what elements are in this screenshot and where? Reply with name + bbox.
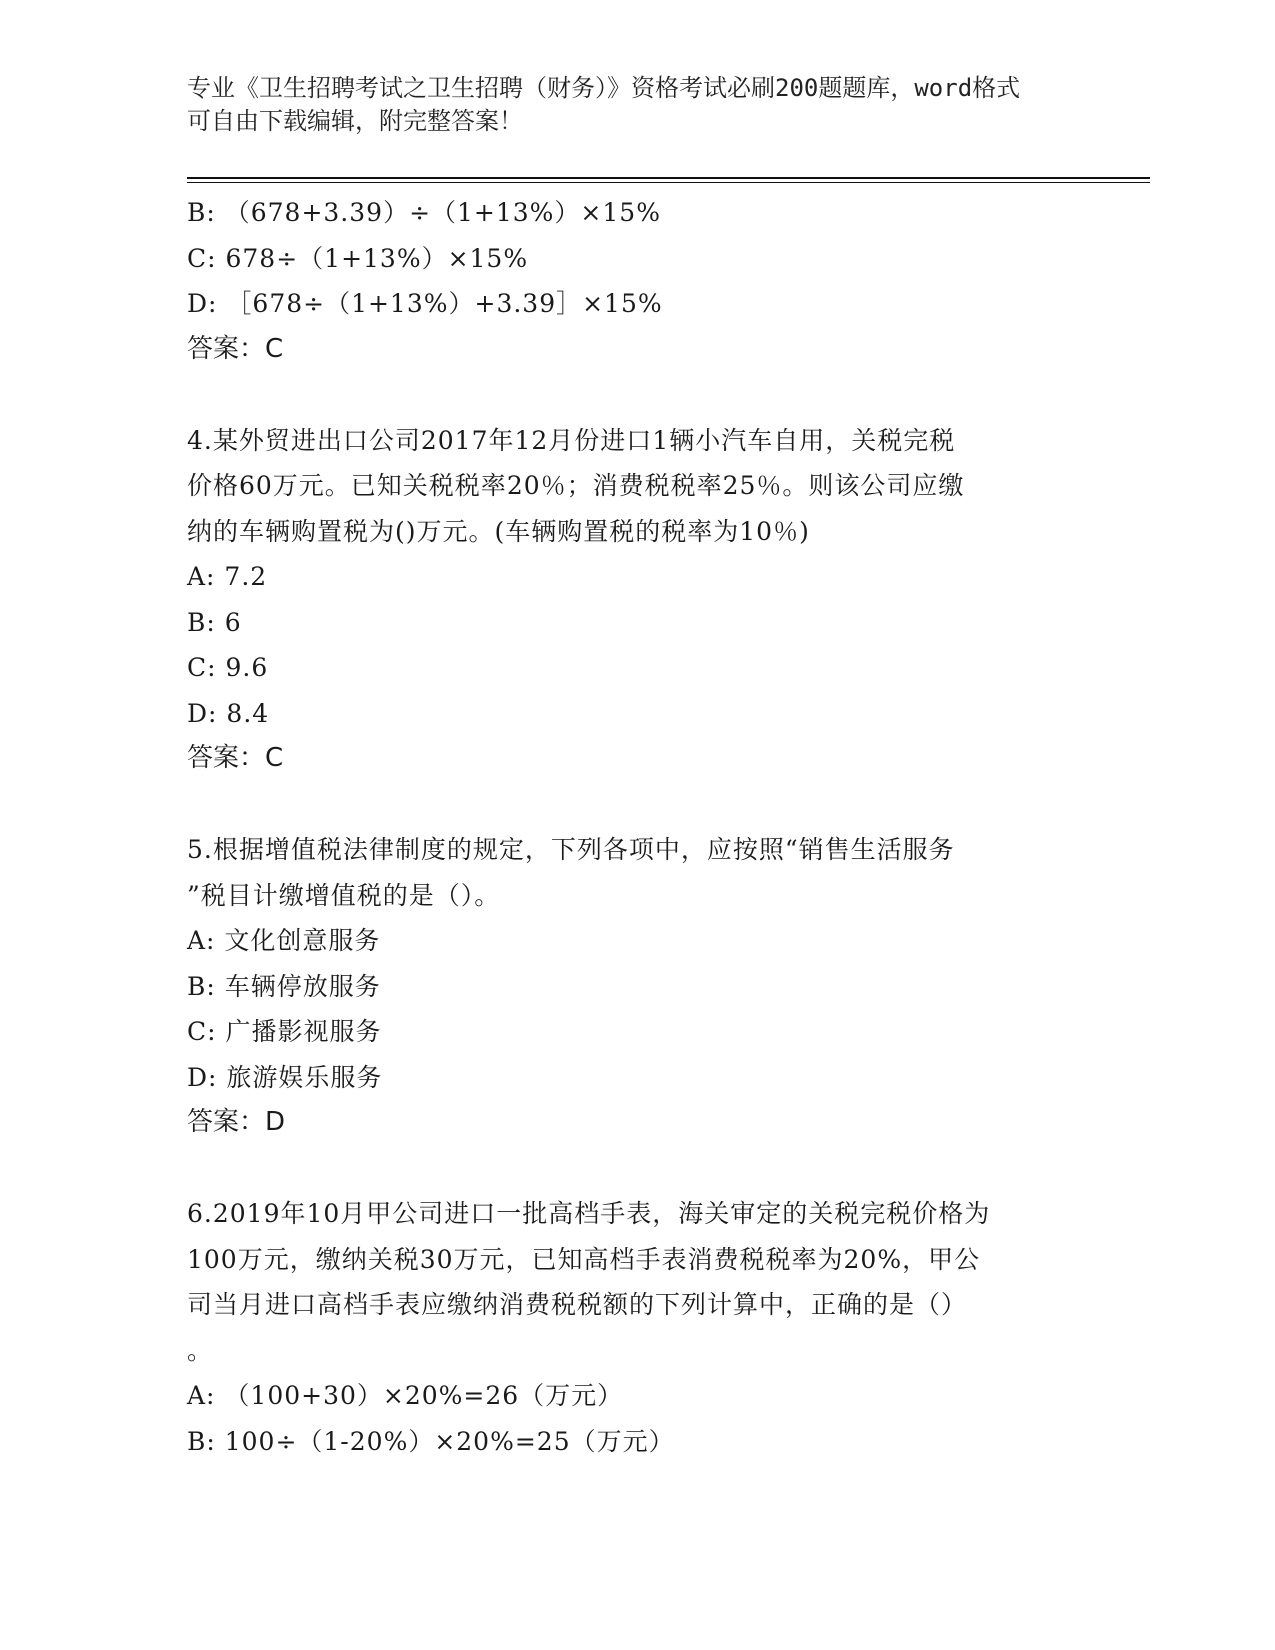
spacer bbox=[187, 372, 1087, 418]
q4-answer: 答案：C bbox=[187, 743, 284, 773]
q5-option-c: C: 广播影视服务 bbox=[187, 1017, 382, 1046]
q6-option-b: B: 100÷（1-20%）×20%=25（万元） bbox=[187, 1426, 675, 1456]
question-3-tail bbox=[187, 190, 1087, 372]
q6-text-line-4: 。 bbox=[187, 1335, 214, 1365]
question-5 bbox=[187, 827, 1087, 1146]
q5-text-line-2: ”税目计缴增值税的是（）。 bbox=[187, 880, 501, 910]
q5-answer: 答案：D bbox=[187, 1107, 286, 1137]
header-line-2: 可自由下载编辑，附完整答案！ bbox=[187, 107, 523, 135]
q4-option-d: D: 8.4 bbox=[187, 698, 270, 728]
q5-option-d: D: 旅游娱乐服务 bbox=[187, 1062, 383, 1092]
q6-text-line-1: 6.2019年10月甲公司进口一批高档手表，海关审定的关税完税价格为 bbox=[187, 1199, 991, 1228]
q3-option-d: D: ［678÷（1+13%）+3.39］×15% bbox=[187, 289, 663, 318]
spacer bbox=[187, 782, 1087, 828]
q6-text-line-2: 100万元，缴纳关税30万元，已知高档手表消费税税率为20%，甲公 bbox=[187, 1244, 981, 1274]
spacer bbox=[187, 1146, 1087, 1192]
q3-answer: 答案：C bbox=[187, 333, 284, 364]
document-header bbox=[187, 72, 1067, 138]
q4-option-c: C: 9.6 bbox=[187, 653, 269, 682]
q5-option-a: A: 文化创意服务 bbox=[187, 926, 381, 955]
header-rule-thin bbox=[187, 182, 1150, 183]
q6-option-a: A: （100+30）×20%=26（万元） bbox=[187, 1381, 624, 1410]
q4-text-line-2: 价格60万元。已知关税税率20％；消费税税率25％。则该公司应缴 bbox=[187, 471, 965, 500]
header-line-1: 专业《卫生招聘考试之卫生招聘（财务）》资格考试必刷200题题库，word格式 bbox=[187, 74, 1021, 102]
q6-text-line-3: 司当月进口高档手表应缴纳消费税税额的下列计算中，正确的是（） bbox=[187, 1290, 968, 1319]
q5-option-b: B: 车辆停放服务 bbox=[187, 971, 381, 1001]
q5-text-line-1: 5.根据增值税法律制度的规定，下列各项中，应按照“销售生活服务 bbox=[187, 835, 955, 864]
q4-text-line-1: 4.某外贸进出口公司2017年12月份进口1辆小汽车自用，关税完税 bbox=[187, 425, 956, 455]
question-4 bbox=[187, 418, 1087, 782]
q3-option-c: C: 678÷（1+13%）×15% bbox=[187, 243, 529, 273]
q4-option-b: B: 6 bbox=[187, 607, 242, 637]
q3-option-b: B: （678+3.39）÷（1+13%）×15% bbox=[187, 198, 661, 227]
q4-option-a: A: 7.2 bbox=[187, 562, 268, 591]
question-6 bbox=[187, 1191, 1087, 1464]
header-rule-thick bbox=[187, 177, 1150, 179]
q4-text-line-3: 纳的车辆购置税为()万元。(车辆购置税的税率为10％) bbox=[187, 516, 810, 546]
document-body bbox=[187, 190, 1087, 1464]
